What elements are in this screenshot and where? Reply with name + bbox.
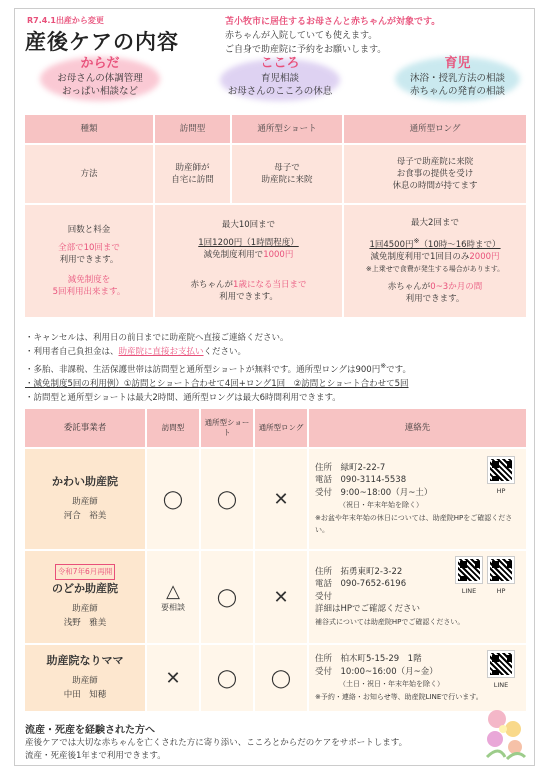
category-heading: 育児 <box>444 56 471 71</box>
text: ※ <box>413 236 420 246</box>
text-line: 詳細はHPでご確認ください <box>315 604 421 615</box>
category-heading: こころ <box>260 56 300 71</box>
facility-name-cell <box>25 645 145 711</box>
text-line: 母子で <box>274 163 300 173</box>
facility-name: かわい助産院 <box>52 475 118 488</box>
text: ※ <box>380 361 387 370</box>
category-line: 育児相談 <box>260 73 299 84</box>
short-max: 最大10回まで <box>221 220 276 230</box>
facility-name: のどか助産院 <box>52 582 118 595</box>
mark-visit: ◯ <box>147 449 199 549</box>
text: 0~3か月の間 <box>430 281 483 292</box>
intro-line: 苫小牧市に居住するお母さんと赤ちゃんが対象です。 <box>225 17 441 27</box>
method-short <box>232 145 342 203</box>
fee-label: 回数と料金 <box>67 225 111 235</box>
header-contact: 連絡先 <box>309 409 526 447</box>
fee-visit-short <box>155 205 342 317</box>
long-note: ※上乗せで食費が発生する場合があります。 <box>365 264 505 273</box>
short-reduce <box>155 249 342 261</box>
text: 1歳になる当日まで <box>233 280 307 290</box>
mark-visit <box>147 551 199 643</box>
text: 赤ちゃんが <box>190 280 234 290</box>
note-item: ・訪問型と通所型ショートは最大2時間、通所型ロングは最大6時間利用できます。 <box>25 392 341 403</box>
category-body <box>30 57 170 98</box>
text-line: 自宅に訪問 <box>171 175 214 185</box>
text-line: （土日・祝日・年末年始を除く） <box>339 680 444 688</box>
text: ・利用者自己負担金は、 <box>25 347 119 357</box>
text-line: 住所 柏木町5-15-29 1階 <box>315 654 422 664</box>
plan-table <box>23 113 528 319</box>
text: 1000円 <box>263 250 294 260</box>
text-line: 住所 拓勇東町2-3-22 <box>315 566 403 577</box>
header-provider: 委託事業者 <box>25 409 145 447</box>
footer-line: 流産・死産後1年まで利用できます。 <box>25 751 166 761</box>
intro-text <box>225 15 440 57</box>
text: ください。 <box>203 347 247 357</box>
fee-line: 減免制度を <box>67 275 111 285</box>
page-title: 産後ケアの内容 <box>25 30 179 54</box>
text-line: 助産師が <box>175 163 210 173</box>
contact-cell <box>309 449 526 549</box>
fee-line: 利用できます。 <box>59 255 119 265</box>
mark: △ <box>166 581 180 602</box>
note-item: ・キャンセルは、利用日の前日までに助産院へ直接ご連絡ください。 <box>25 333 289 343</box>
text: 減免制度利用で1回目のみ <box>370 251 470 262</box>
facility-name: 助産院なりママ <box>46 654 124 667</box>
note-item <box>25 359 411 377</box>
header-long: 通所型ロング <box>255 409 307 447</box>
category-childcare <box>385 57 530 98</box>
contact-cell <box>309 551 526 643</box>
qr-code-icon[interactable] <box>488 557 514 583</box>
category-mind <box>210 57 350 98</box>
qr-code-icon[interactable] <box>488 651 514 677</box>
text-line: 利用できます。 <box>405 293 465 304</box>
text-line: 受付 10:00~16:00（月~金） <box>315 666 438 677</box>
text: 1回4500円 <box>369 239 414 250</box>
qr-code-icon[interactable] <box>456 557 482 583</box>
text: 減免制度利用で <box>203 250 264 260</box>
mark-long: ◯ <box>255 645 307 711</box>
text-line: 助産師 <box>72 604 98 614</box>
footer-line: 産後ケアでは大切な赤ちゃんを亡くされた方に寄り添い、こころとからだのケアをサポートします。 <box>25 738 408 748</box>
mark-short: ◯ <box>201 645 253 711</box>
category-line: お母さんの体調管理 <box>57 73 143 84</box>
fee-cell <box>25 205 153 317</box>
category-line: 沐浴・授乳方法の相談 <box>409 73 505 84</box>
flyer <box>14 8 535 766</box>
text-line: ※お盆や年末年始の休日については、助産院HPをご確認ください。 <box>315 513 513 534</box>
mark-long: ✕ <box>255 449 307 549</box>
text-line: 河合 裕美 <box>63 511 107 521</box>
mark-short: ◯ <box>201 449 253 549</box>
method-long <box>344 145 526 203</box>
text-line: （祝日・年末年始を除く） <box>339 501 423 509</box>
header-type: 種類 <box>25 115 153 143</box>
mark-note: 要相談 <box>161 603 185 612</box>
reopen-badge: 令和7年6月再開 <box>55 564 116 580</box>
intro-line: 赤ちゃんが入院していても使えます。 <box>225 31 378 41</box>
text-line: 住所 緑町2-22-7 <box>315 462 386 473</box>
footer <box>25 724 407 763</box>
text-line: 補谷式については助産院HPでご確認ください。 <box>315 617 465 626</box>
text: （10時〜16時まで） <box>419 239 501 250</box>
text-line: お食事の提供を受け <box>396 169 474 179</box>
text-line: 受付 <box>315 591 333 602</box>
text-line: 中田 知穂 <box>63 690 107 700</box>
text: ・多胎、非課税、生活保護世帯は訪問型と通所型ショートが無料です。通所型ロングは900円 <box>25 364 381 375</box>
fee-line: 5回利用出来ます。 <box>52 287 126 297</box>
text-line: 助産院に来院 <box>261 175 313 185</box>
category-line: おっぱい相談など <box>61 86 138 97</box>
long-max: 最大2回まで <box>411 218 459 229</box>
long-price <box>344 235 526 251</box>
text: 2000円 <box>469 251 500 262</box>
flower-illustration <box>477 699 533 763</box>
intro-line: ご自身で助産院に予約をお願いします。 <box>225 45 387 55</box>
header-visit: 訪問型 <box>155 115 230 143</box>
short-age <box>155 279 342 291</box>
method-visit <box>155 145 230 203</box>
qr-label: LINE <box>493 681 509 689</box>
notes-list <box>25 331 411 405</box>
text-line: 休息の時間が持てます <box>392 181 478 191</box>
short-price: 1回1200円（1時間程度） <box>198 238 299 248</box>
text-line: 助産師 <box>72 676 98 686</box>
qr-code-icon[interactable] <box>488 457 514 483</box>
long-age <box>344 281 526 293</box>
text: 赤ちゃんが <box>387 281 431 292</box>
long-reduce <box>344 251 526 263</box>
text: です。 <box>386 364 411 375</box>
facility-table <box>23 407 528 713</box>
category-heading: からだ <box>80 56 120 71</box>
text-line: 受付 9:00~18:00（月~土） <box>315 487 433 498</box>
text-line: 浅野 雅美 <box>63 618 107 628</box>
text-line: 電話 090-3114-5538 <box>315 475 407 485</box>
date-note: R7.4.1出産から変更 <box>27 16 104 25</box>
qr-label: HP <box>496 587 506 595</box>
text-line: 利用できます。 <box>219 292 278 302</box>
qr-label: LINE <box>461 587 477 595</box>
text-line: ※予約・連絡・お知らせ等、助産院LINEで行います。 <box>315 692 483 701</box>
header-short: 通所型ショート <box>201 409 253 447</box>
mark-long: ✕ <box>255 551 307 643</box>
text-line: 母子で助産院に来院 <box>396 157 474 167</box>
text-line: 電話 090-7652-6196 <box>315 579 407 590</box>
method-label: 方法 <box>25 145 153 203</box>
note-item: ・減免制度5回の利用例）①訪問とショート合わせて4回+ロング1回 ②訪問とショート合わせて5回 <box>25 378 409 389</box>
mark-short: ◯ <box>201 551 253 643</box>
text-line: 助産師 <box>72 497 98 507</box>
text: 助産院に直接お支払い <box>118 347 204 357</box>
header-short: 通所型ショート <box>232 115 342 143</box>
header-long: 通所型ロング <box>344 115 526 143</box>
qr-label: HP <box>496 487 506 495</box>
category-line: 赤ちゃんの発育の相談 <box>409 86 505 97</box>
facility-name-cell <box>25 551 145 643</box>
fee-long <box>344 205 526 317</box>
header-visit: 訪問型 <box>147 409 199 447</box>
fee-line: 全部で10回まで <box>58 243 120 253</box>
mark-visit: ✕ <box>147 645 199 711</box>
category-line: お母さんのこころの休息 <box>227 86 333 97</box>
facility-name-cell <box>25 449 145 549</box>
note-item <box>25 345 411 359</box>
footer-heading: 流産・死産を経験された方へ <box>25 725 155 736</box>
